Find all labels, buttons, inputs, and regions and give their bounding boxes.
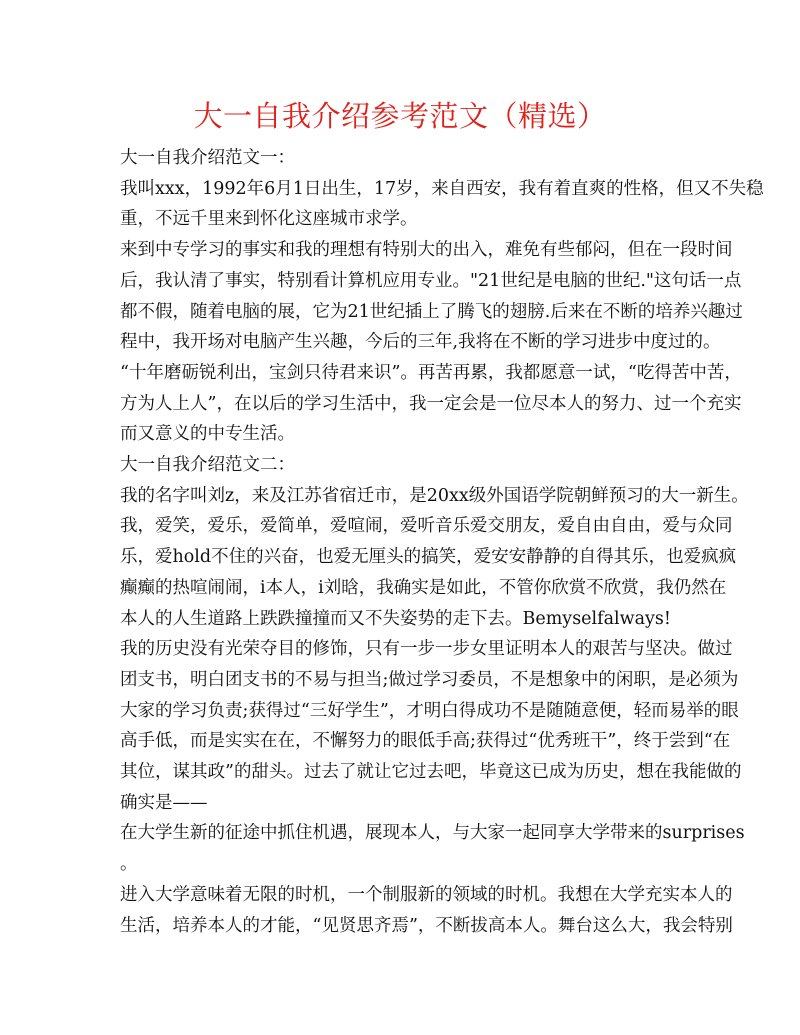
text-line: 后，我认清了事实，特别看计算机应用专业。"21世纪是电脑的世纪."这句话一点 xyxy=(120,270,742,291)
text-line: 我，爱笑，爱乐，爱简单，爱喧闹，爱听音乐爱交朋友，爱自由自由，爱与众同 xyxy=(120,516,733,537)
text-line: 大家的学习负责;获得过“三好学生”，才明白得成功不是随随意便，轻而易举的眼 xyxy=(120,700,739,721)
document-title: 大一自我介绍参考范文（精选） xyxy=(193,99,607,133)
text-line: 进入大学意味着无限的时机，一个制服新的领域的时机。我想在大学充实本人的 xyxy=(120,884,733,905)
section-heading-1: 大一自我介绍范文一： xyxy=(120,148,295,168)
text-line: 程中，我开场对电脑产生兴趣，今后的三年,我将在不断的学习进步中度过的。 xyxy=(120,332,721,353)
text-line: 其位，谋其政”的甜头。过去了就让它过去吧，毕竟这已成为历史，想在我能做的 xyxy=(120,762,742,783)
text-line: 来到中专学习的事实和我的理想有特别大的出入，难免有些郁闷，但在一段时间 xyxy=(120,240,733,261)
section-heading-2: 大一自我介绍范文二： xyxy=(120,455,295,476)
text-line: 而又意义的中专生活。 xyxy=(120,424,295,445)
text-line: 确实是—— xyxy=(120,792,208,813)
text-line: 。 xyxy=(120,854,138,875)
document-body xyxy=(120,143,764,941)
text-line: 重，不远千里来到怀化这座城市求学。 xyxy=(120,209,418,230)
text-line: 癫癫的热喧闹闹，i本人，i刘晗，我确实是如此，不管你欣赏不欣赏，我仍然在 xyxy=(120,577,727,598)
text-line: “十年磨砺锐利出，宝剑只待君来识”。再苦再累，我都愿意一试，“吃得苦中苦， xyxy=(120,362,742,383)
text-line: 高手低，而是实实在在，不懈努力的眼低手高;获得过“优秀班干”，终于尝到“在 xyxy=(120,731,731,752)
text-line: 团支书，明白团支书的不易与担当;做过学习委员，不是想象中的闲职，是必须为 xyxy=(120,669,739,690)
text-line: 乐，爱hold不住的兴奋，也爱无厘头的搞笑，爱安安静静的自得其乐，也爱疯疯 xyxy=(120,547,737,568)
text-line: 我的历史没有光荣夺目的修饰，只有一步一步女里证明本人的艰苦与坚决。做过 xyxy=(120,639,733,660)
text-line: 本人的人生道路上跌跌撞撞而又不失姿势的走下去。Bemyselfalways! xyxy=(120,608,671,629)
text-line: 都不假，随着电脑的展，它为21世纪插上了腾飞的翅膀.后来在不断的培养兴趣过 xyxy=(120,301,743,322)
text-line: 生活，培养本人的才能，“见贤思齐焉”，不断拔高本人。舞台这么大，我会特别 xyxy=(120,915,733,936)
text-line: 在大学生新的征途中抓住机遇，展现本人，与大家一起同享大学带来的surprises xyxy=(120,823,745,844)
text-line: 我叫xxx，1992年6月1日出生，17岁，来自西安，我有着直爽的性格，但又不失稳 xyxy=(120,178,764,199)
text-line: 方为人上人”，在以后的学习生活中，我一定会是一位尽本人的努力、过一个充实 xyxy=(120,393,742,414)
text-line: 我的名字叫刘z，来及江苏省宿迁市，是20xx级外国语学院朝鲜预习的大一新生。 xyxy=(120,485,749,506)
